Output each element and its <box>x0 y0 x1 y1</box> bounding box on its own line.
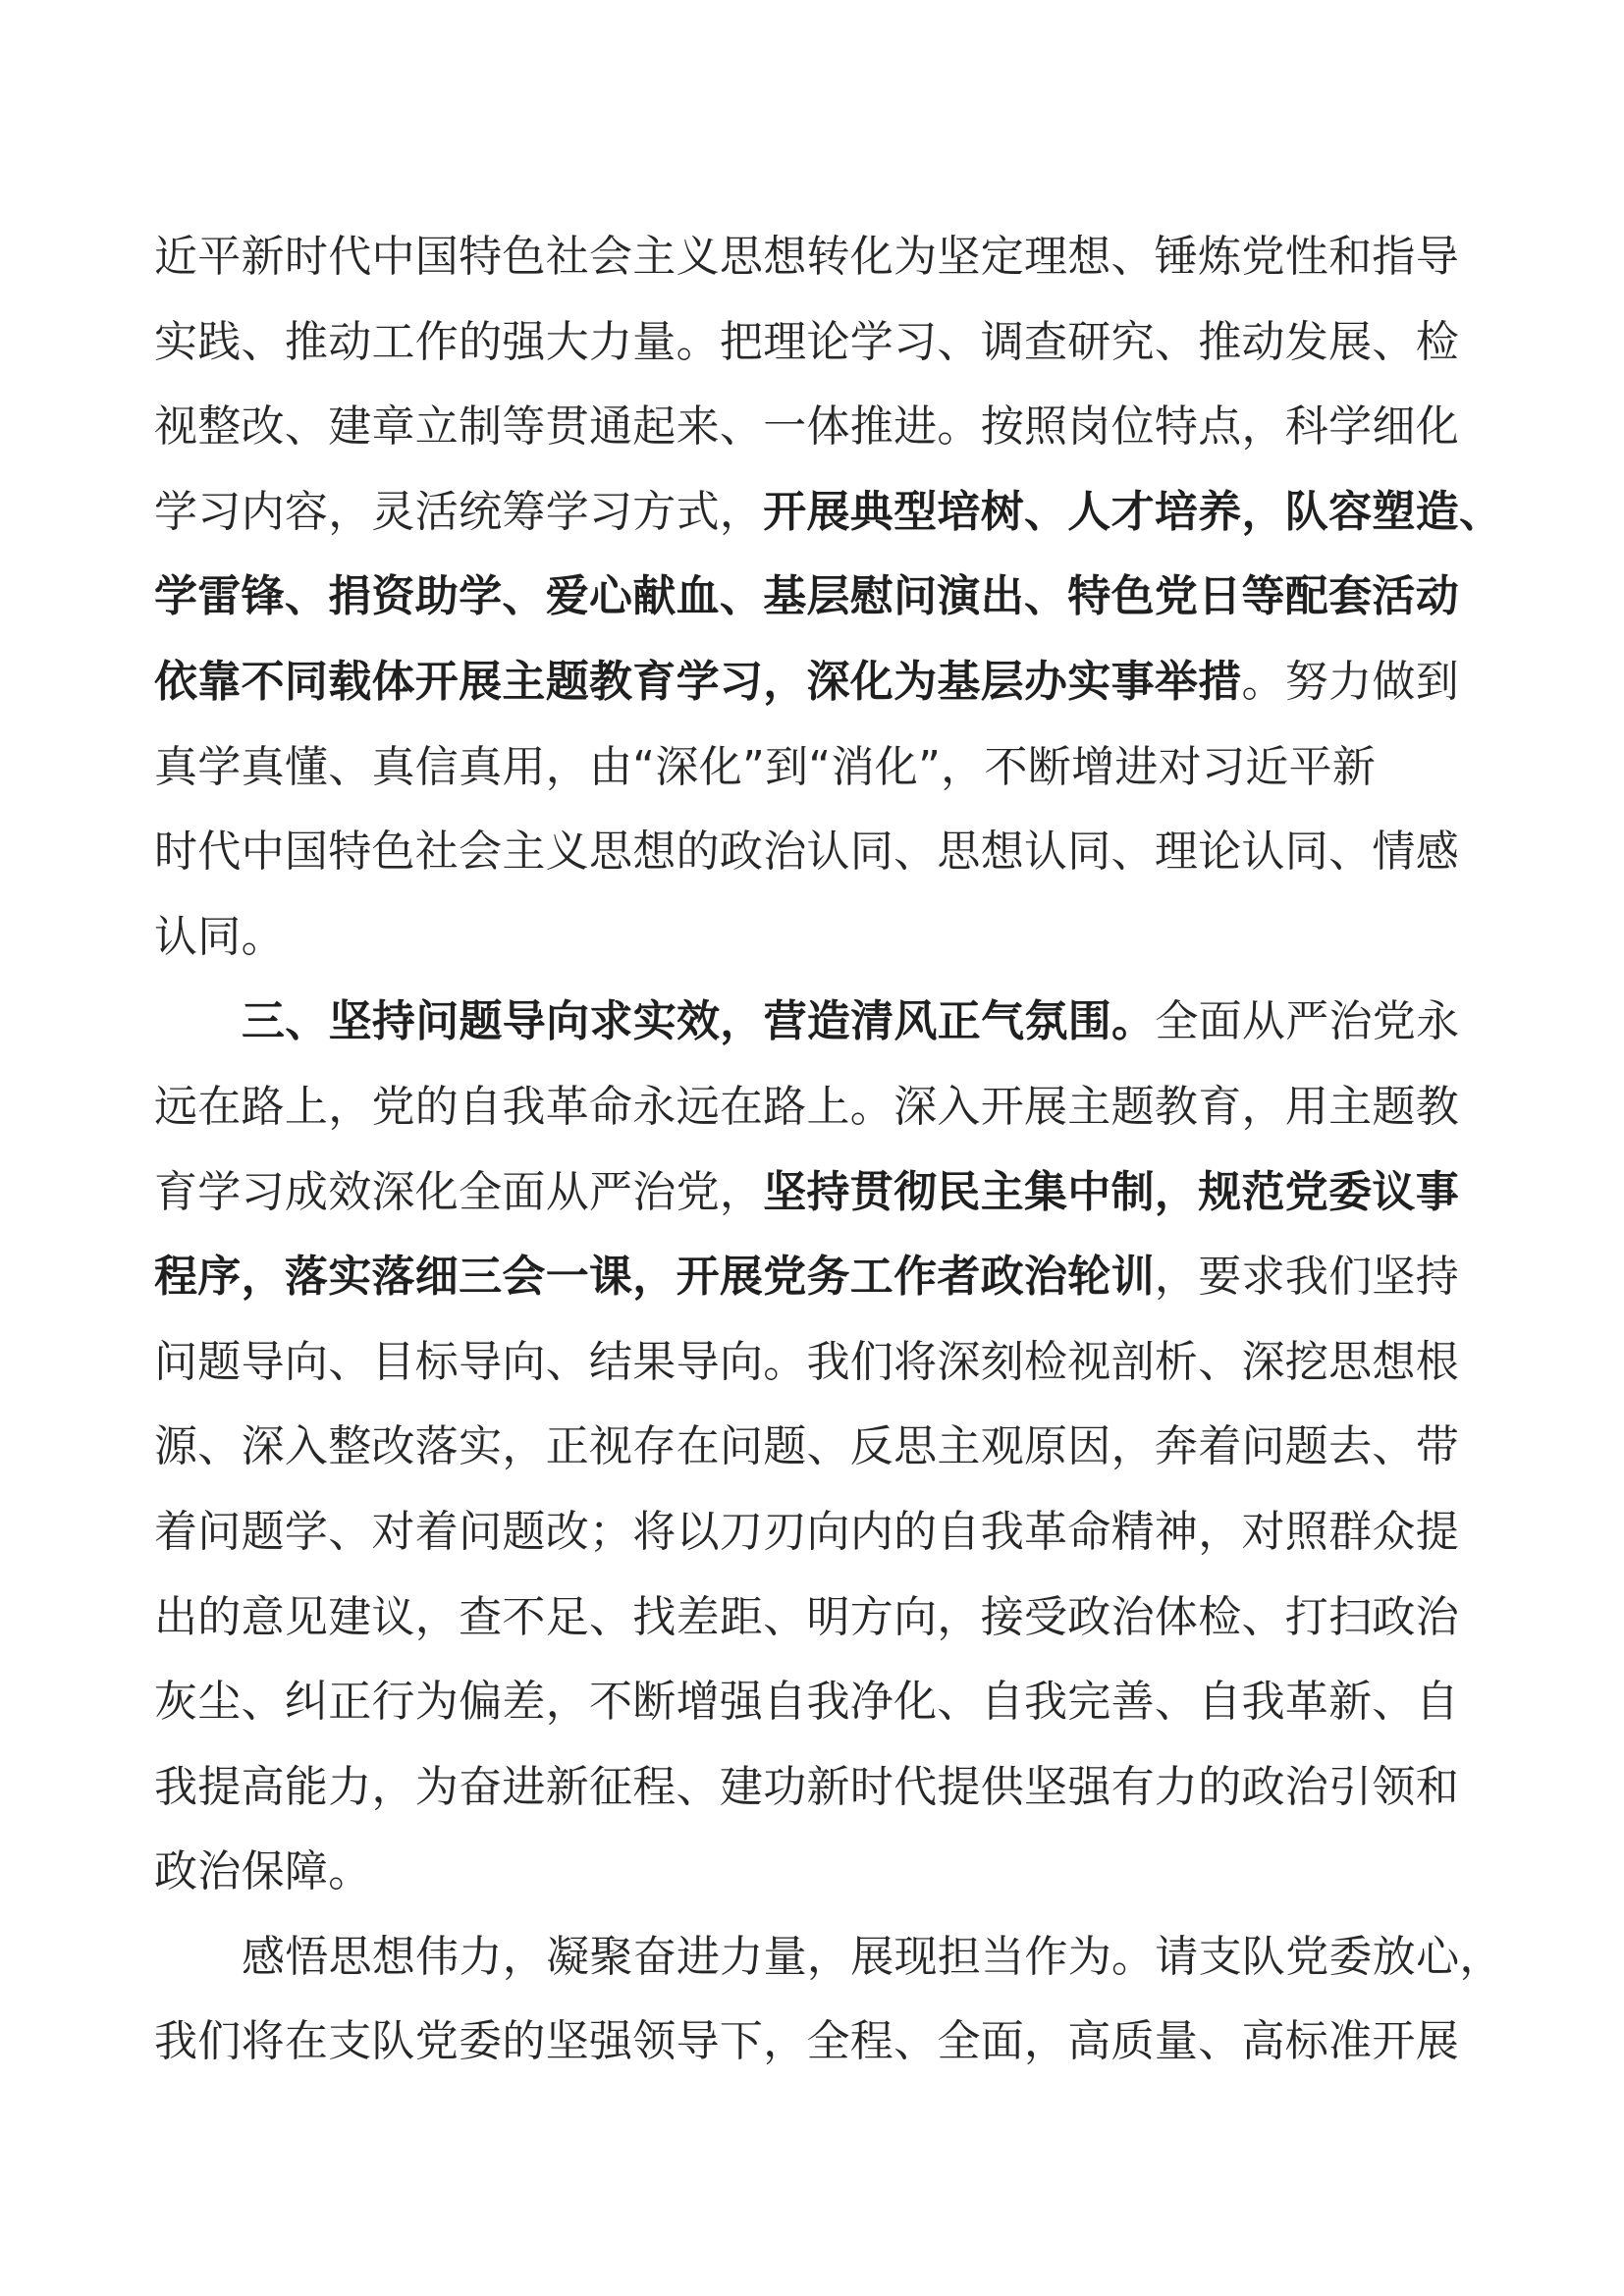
text-line <box>154 810 1529 895</box>
bold-text-segment: 依靠不同载体开展主题教育学习，深化为基层办实事举措 <box>154 656 1242 707</box>
text-line <box>154 1745 1529 1831</box>
text-line <box>154 385 1529 470</box>
text-segment: 认同。 <box>154 911 285 962</box>
text-segment: 育学习成效深化全面从严治党， <box>154 1166 764 1217</box>
text-line <box>154 2000 1529 2085</box>
text-line <box>154 1320 1529 1406</box>
text-segment: 灰尘、纠正行为偏差，不断增强自我净化、自我完善、自我革新、自 <box>154 1677 1459 1728</box>
text-line <box>154 1915 1529 2001</box>
text-segment: 着问题学、对着问题改；将以刀刃向内的自我革命精神，对照群众提 <box>154 1506 1459 1557</box>
text-segment: 真学真懂、真信真用，由“深化”到“消化”，不断增进对习近平新 <box>154 741 1377 792</box>
text-line <box>154 470 1529 556</box>
text-line <box>154 1235 1529 1320</box>
bold-text-segment: 开展典型培树、人才培养，队容塑造、 <box>763 486 1503 537</box>
text-segment: 我提高能力，为奋进新征程、建功新时代提供坚强有力的政治引领和 <box>154 1761 1459 1812</box>
text-line <box>154 1660 1529 1745</box>
text-line <box>154 1065 1529 1150</box>
text-segment: 近平新时代中国特色社会主义思想转化为坚定理想、锤炼党性和指导 <box>154 232 1459 282</box>
bold-text-segment: 坚持贯彻民主集中制，规范党委议事 <box>763 1166 1460 1217</box>
text-line <box>154 725 1529 811</box>
text-segment: 学习内容，灵活统筹学习方式， <box>154 486 764 537</box>
text-segment: 问题导向、目标导向、结果导向。我们将深刻检视剖析、深挖思想根 <box>154 1336 1459 1387</box>
text-line <box>154 215 1529 300</box>
text-line <box>154 640 1529 725</box>
text-line <box>154 555 1529 640</box>
text-line <box>154 980 1529 1065</box>
document-body <box>154 215 1529 2085</box>
text-segment: ，要求我们坚持 <box>1154 1252 1460 1303</box>
bold-text-segment: 程序，落实落细三会一课，开展党务工作者政治轮训 <box>154 1252 1155 1303</box>
bold-text-segment: 三、坚持问题导向求实效，营造清风正气氛围。 <box>242 996 1156 1047</box>
text-line <box>154 1150 1529 1236</box>
text-segment: 实践、推动工作的强大力量。把理论学习、调查研究、推动发展、检 <box>154 316 1459 367</box>
text-line <box>154 895 1529 981</box>
text-line <box>154 300 1529 386</box>
text-segment: 我们将在支队党委的坚强领导下，全程、全面，高质量、高标准开展 <box>154 2016 1459 2067</box>
text-segment: 全面从严治党永 <box>1155 996 1460 1047</box>
text-segment: 政治保障。 <box>154 1846 372 1897</box>
text-line <box>154 1490 1529 1575</box>
text-segment: 远在路上，党的自我革命永远在路上。深入开展主题教育，用主题教 <box>154 1081 1459 1132</box>
text-segment: 视整改、建章立制等贯通起来、一体推进。按照岗位特点，科学细化 <box>154 401 1459 453</box>
text-segment: 出的意见建议，查不足、找差距、明方向，接受政治体检、打扫政治 <box>154 1591 1459 1642</box>
text-segment: 时代中国特色社会主义思想的政治认同、思想认同、理论认同、情感 <box>154 827 1459 878</box>
text-line <box>154 1575 1529 1661</box>
text-segment: 。努力做到 <box>1241 656 1459 707</box>
text-line <box>154 1405 1529 1490</box>
text-segment: 感悟思想伟力，凝聚奋进力量，展现担当作为。请支队党委放心， <box>242 1931 1503 1982</box>
text-line <box>154 1830 1529 1915</box>
text-segment: 源、深入整改落实，正视存在问题、反思主观原因，奔着问题去、带 <box>154 1421 1459 1472</box>
bold-text-segment: 学雷锋、捐资助学、爱心献血、基层慰问演出、特色党日等配套活动 <box>154 571 1459 622</box>
